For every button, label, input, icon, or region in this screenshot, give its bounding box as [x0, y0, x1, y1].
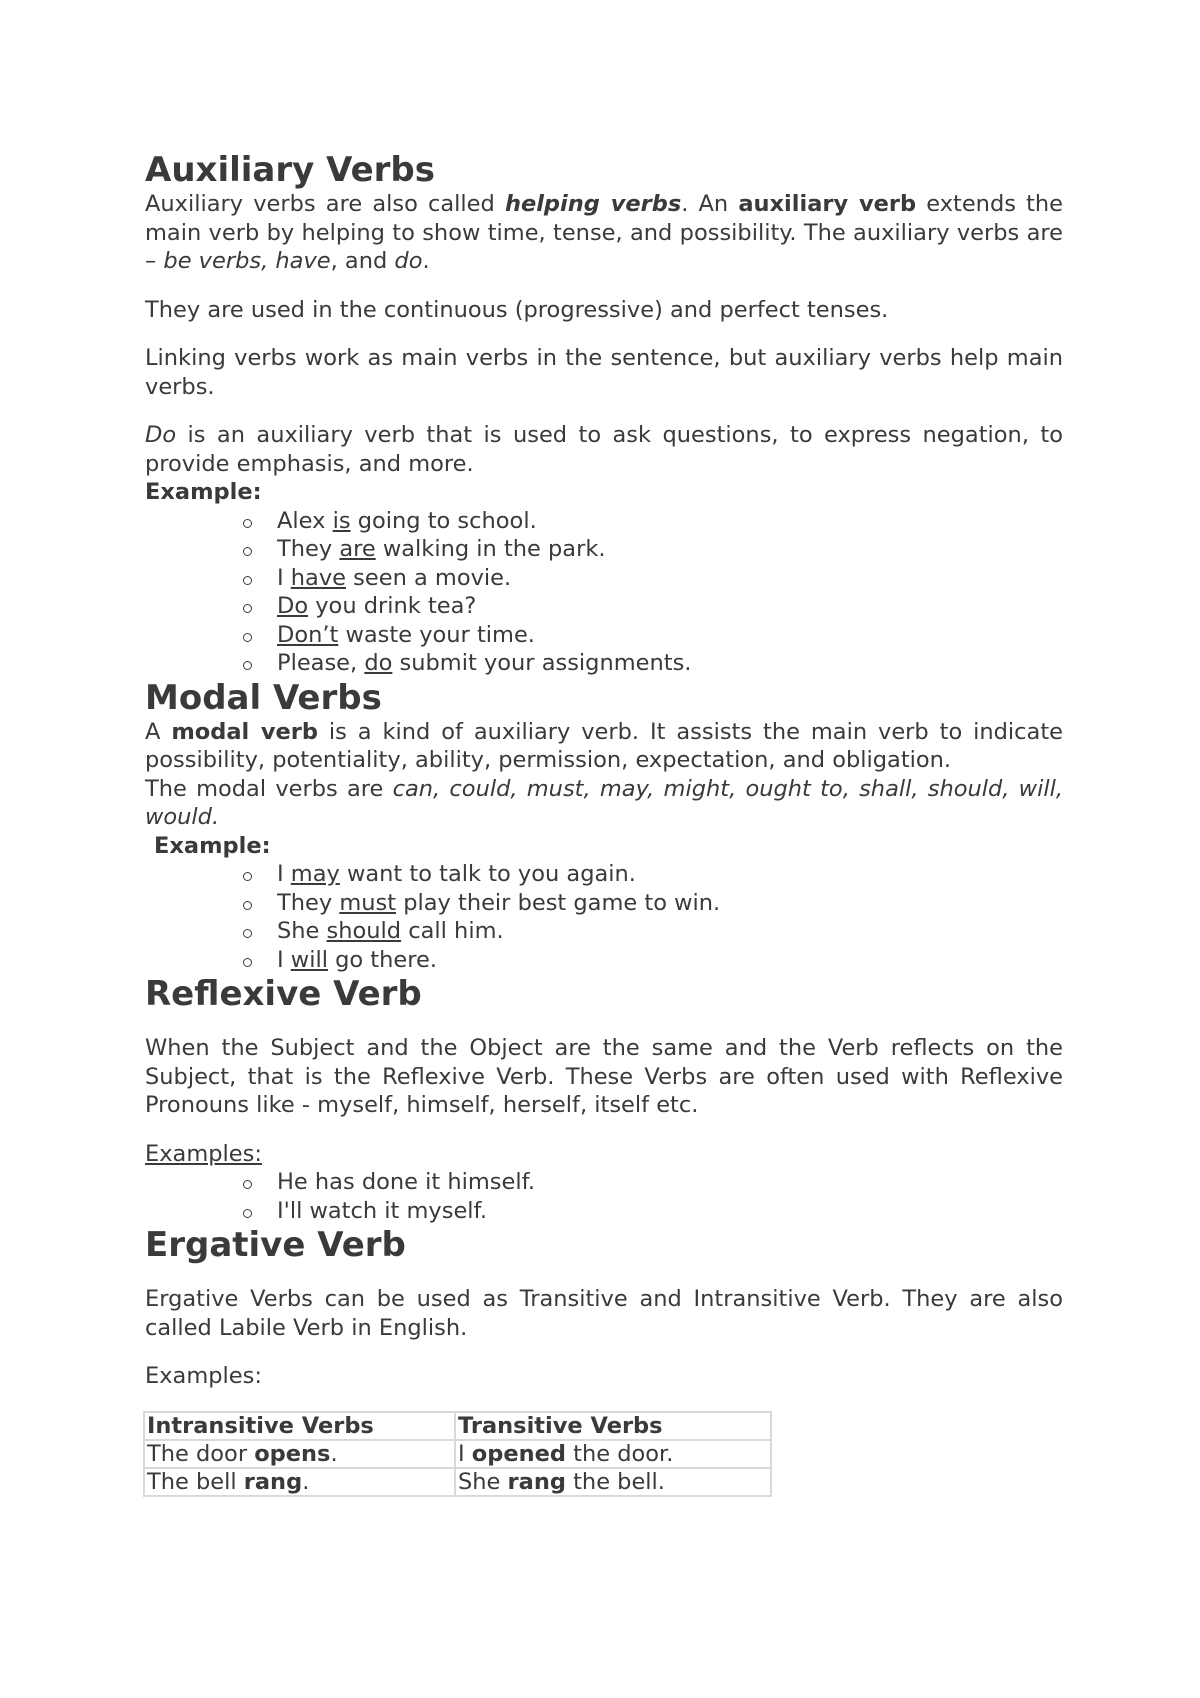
heading-ergative-verb: Ergative Verb — [145, 1225, 406, 1265]
table-cell — [144, 1468, 455, 1496]
example-verb: do — [364, 650, 393, 676]
aux-paragraph-2: They are used in the continuous (progressive) and perfect tenses. — [145, 296, 889, 323]
text: I — [277, 564, 291, 591]
list-item — [243, 946, 1063, 975]
list-item — [243, 649, 1063, 678]
list-item — [243, 592, 1063, 621]
heading-reflexive-verb: Reflexive Verb — [145, 974, 422, 1014]
text: extends the main verb by helping to show time, tense, and possibility. The auxiliary verbs are – — [145, 191, 1064, 274]
aux-paragraph-3: Linking verbs work as main verbs in the sentence, but auxiliary verbs help main verbs. — [145, 345, 1063, 400]
table-cell — [144, 1440, 455, 1468]
example-verb: is — [332, 507, 351, 534]
example-verb: may — [290, 861, 340, 887]
verb: rang — [507, 1468, 566, 1495]
example-verb: Do — [277, 593, 309, 619]
text: . An — [681, 191, 739, 217]
ergative-example-label: Examples: — [145, 1363, 262, 1389]
term-auxiliary-verb: auxiliary verb — [738, 191, 917, 217]
modal-example-label: Example: — [154, 832, 271, 859]
modal-paragraph-1 — [145, 718, 1063, 775]
text: . — [422, 248, 430, 274]
table-cell — [455, 1468, 771, 1496]
text: The door — [147, 1440, 255, 1467]
text: going to school. — [350, 507, 537, 534]
text: the bell. — [565, 1468, 665, 1495]
document-page — [145, 150, 1063, 1497]
table-header-cell: Intransitive Verbs — [144, 1412, 455, 1440]
text: She — [277, 918, 327, 944]
text: Please, — [277, 650, 365, 676]
example-verb: Don’t — [277, 621, 339, 648]
modal-verb-list: can, could, must, may, might, ought to, shall, should, will, would. — [145, 775, 1063, 830]
list-item — [243, 535, 1063, 564]
text: the door. — [566, 1440, 674, 1467]
list-item — [243, 917, 1063, 946]
text: I — [458, 1440, 472, 1467]
verb: rang — [243, 1468, 303, 1495]
text: play their best game to win. — [396, 889, 721, 916]
text: They — [277, 536, 340, 562]
reflexive-example-list — [145, 1168, 1063, 1225]
list-item — [243, 860, 1063, 889]
text: She — [458, 1468, 508, 1495]
table-row — [144, 1468, 771, 1496]
text: call him. — [401, 918, 504, 944]
term-do: do — [394, 248, 423, 274]
table-header-row — [144, 1412, 771, 1440]
text: The modal verbs are — [145, 775, 393, 802]
text: The bell — [147, 1468, 244, 1495]
text: I — [277, 861, 291, 887]
table-row — [144, 1440, 771, 1468]
heading-modal-verbs: Modal Verbs — [145, 677, 382, 718]
text: Alex — [277, 507, 333, 534]
text: is a kind of auxiliary verb. It assists the main verb to indicate possibility, potentiality, ability, permission, expectation, and obligation. — [145, 718, 1063, 773]
verb: opened — [471, 1440, 567, 1467]
ergative-table — [143, 1411, 772, 1497]
table-header-cell: Transitive Verbs — [455, 1412, 771, 1440]
example-verb: must — [339, 889, 397, 916]
term-be-verbs-have: be verbs, have — [163, 248, 331, 274]
aux-paragraph-4 — [145, 421, 1063, 478]
text: is an auxiliary verb that is used to ask questions, to express negation, to provide emphasis, and more. — [145, 422, 1063, 477]
text: seen a movie. — [346, 564, 512, 591]
term-helping-verbs: helping verbs — [504, 191, 682, 217]
text: . — [330, 1440, 338, 1467]
modal-paragraph-2 — [145, 775, 1063, 832]
list-item — [243, 507, 1063, 536]
term-do: Do — [145, 422, 177, 448]
text: want to talk to you again. — [339, 861, 636, 887]
aux-example-list — [145, 507, 1063, 678]
text: . — [302, 1468, 310, 1495]
reflexive-example-label — [145, 1140, 1063, 1169]
list-item — [243, 564, 1063, 593]
table-cell — [455, 1440, 771, 1468]
text: go there. — [327, 946, 437, 973]
list-item — [243, 889, 1063, 918]
ergative-paragraph-1: Ergative Verbs can be used as Transitive and Intransitive Verb. They are also called Labile Verb in English. — [145, 1286, 1063, 1341]
example-verb: are — [339, 536, 376, 562]
modal-example-list — [145, 860, 1063, 974]
example-verb: have — [290, 564, 347, 591]
text: you drink tea? — [308, 593, 477, 619]
aux-paragraph-1 — [145, 190, 1063, 276]
text: waste your time. — [338, 621, 535, 648]
text: I — [277, 946, 291, 973]
heading-auxiliary-verbs: Auxiliary Verbs — [145, 150, 435, 190]
list-item: He has done it himself. — [243, 1168, 1063, 1197]
verb: opens — [254, 1440, 331, 1467]
text: A — [145, 718, 172, 745]
text: Examples: — [145, 1140, 262, 1167]
text: walking in the park. — [375, 536, 606, 562]
example-verb: will — [290, 946, 328, 973]
list-item — [243, 621, 1063, 650]
example-verb: should — [326, 918, 402, 944]
list-item: I'll watch it myself. — [243, 1197, 1063, 1226]
reflexive-paragraph-1: When the Subject and the Object are the same and the Verb reflects on the Subject, that is the Reflexive Verb. These Verbs are often used with Reflexive Pronouns like - myself, himself, herself, itself etc. — [145, 1035, 1063, 1118]
text: submit your assignments. — [392, 650, 692, 676]
text: They — [277, 889, 340, 916]
text: , and — [330, 248, 395, 274]
term-modal-verb: modal verb — [171, 718, 318, 745]
aux-example-label: Example: — [145, 479, 262, 505]
text: Auxiliary verbs are also called — [145, 191, 505, 217]
